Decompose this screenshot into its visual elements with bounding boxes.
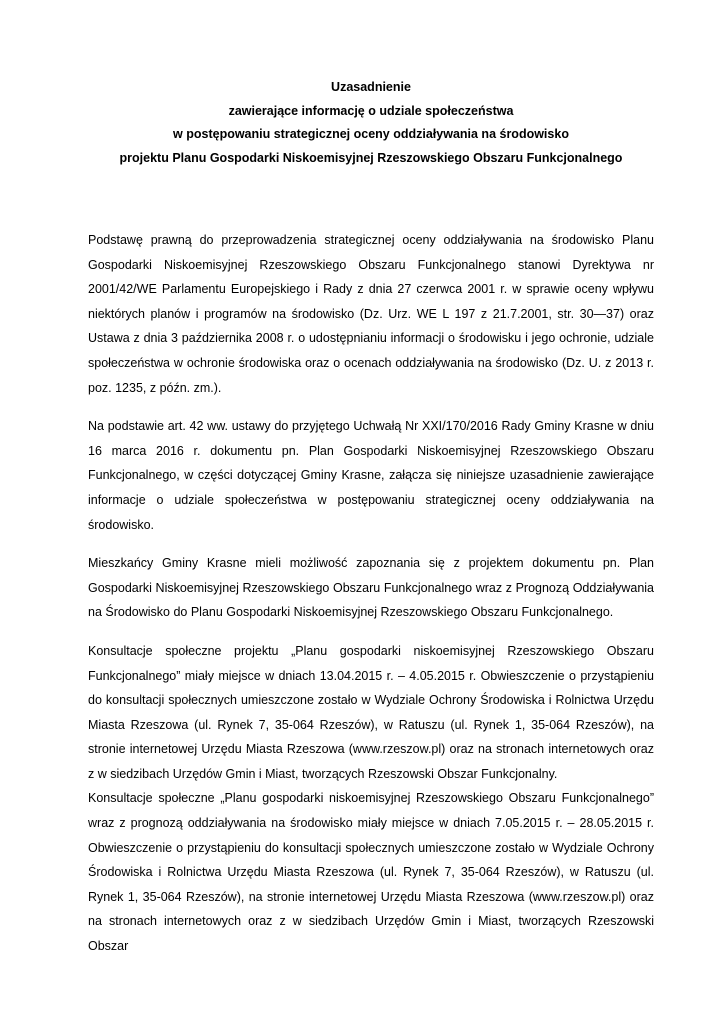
title-line: Uzasadnienie xyxy=(331,80,411,94)
paragraph-consultation-2: Konsultacje społeczne „Planu gospodarki niskoemisyjnej Rzeszowskiego Obszaru Funkcjonalnego” wraz z prognozą oddziaływania na środowisko miały miejsce w dniach 7.05.2015 r. – 28.05.2015 r. Obwieszczenie o przystąpieniu do konsultacji społecznych umieszczone zostało w Wydziale Ochrony Środowiska i Rolnictwa Urzędu Miasta Rzeszowa (ul. Rynek 7, 35-064 Rzeszów), w Ratuszu (ul. Rynek 1, 35-064 Rzeszów), na stronie internetowej Urzędu Miasta Rzeszowa (www.rzeszow.pl) oraz na stronach internetowych oraz z w siedzibach Urzędów Gmin i Miast, tworzących Rzeszowski Obszar xyxy=(88,791,654,954)
paragraph-residents: Mieszkańcy Gminy Krasne mieli możliwość zapoznania się z projektem dokumentu pn. Plan Gospodarki Niskoemisyjnej Rzeszowskiego Obszaru Funkcjonalnego wraz z Prognozą Oddziaływania na Środowisko do Planu Gospodarki Niskoemisyjnej Rzeszowskiego Obszaru Funkcjonalnego. xyxy=(88,556,654,620)
paragraph-legal-basis: Podstawę prawną do przeprowadzenia strategicznej oceny oddziaływania na środowisko Planu Gospodarki Niskoemisyjnej Rzeszowskiego Obszaru Funkcjonalnego stanowi Dyrektywa nr 2001/42/WE Parlamentu Europejskiego i Rady z dnia 27 czerwca 2001 r. w sprawie oceny wpływu niektórych planów i programów na środowisko (Dz. Urz. WE L 197 z 21.7.2001, str. 30—37) oraz Ustawa z dnia 3 października 2008 r. o udostępnianiu informacji o środowisku i jego ochronie, udziale społeczeństwa w ochronie środowiska oraz o ocenach oddziaływania na środowisko (Dz. U. z 2013 r. poz. 1235, z późn. zm.). xyxy=(88,233,654,395)
title-line: zawierające informację o udziale społeczeństwa xyxy=(228,103,514,118)
title-line: projektu Planu Gospodarki Niskoemisyjnej Rzeszowskiego Obszaru Funkcjonalnego xyxy=(119,150,623,165)
document-body xyxy=(88,228,654,959)
paragraph-resolution: Na podstawie art. 42 ww. ustawy do przyjętego Uchwałą Nr XXI/170/2016 Rady Gminy Krasne w dniu 16 marca 2016 r. dokumentu pn. Plan Gospodarki Niskoemisyjnej Rzeszowskiego Obszaru Funkcjonalnego, w części dotyczącej Gminy Krasne, załącza się niniejsze uzasadnienie zawierające informacje o udziale społeczeństwa w postępowaniu strategicznej oceny oddziaływania na środowisko. xyxy=(88,419,654,532)
paragraph-consultation-1: Konsultacje społeczne projektu „Planu gospodarki niskoemisyjnej Rzeszowskiego Obszaru Funkcjonalnego” miały miejsce w dniach 13.04.2015 r. – 4.05.2015 r. Obwieszczenie o przystąpieniu do konsultacji społecznych umieszczone zostało w Wydziale Ochrony Środowiska i Rolnictwa Urzędu Miasta Rzeszowa (ul. Rynek 7, 35-064 Rzeszów), w Ratuszu (ul. Rynek 1, 35-064 Rzeszów), na stronie internetowej Urzędu Miasta Rzeszowa (www.rzeszow.pl) oraz na stronach internetowych oraz z w siedzibach Urzędów Gmin i Miast, tworzących Rzeszowski Obszar Funkcjonalny. xyxy=(88,643,654,781)
document-title xyxy=(88,76,654,170)
title-line: w postępowaniu strategicznej oceny oddziaływania na środowisko xyxy=(173,127,569,141)
